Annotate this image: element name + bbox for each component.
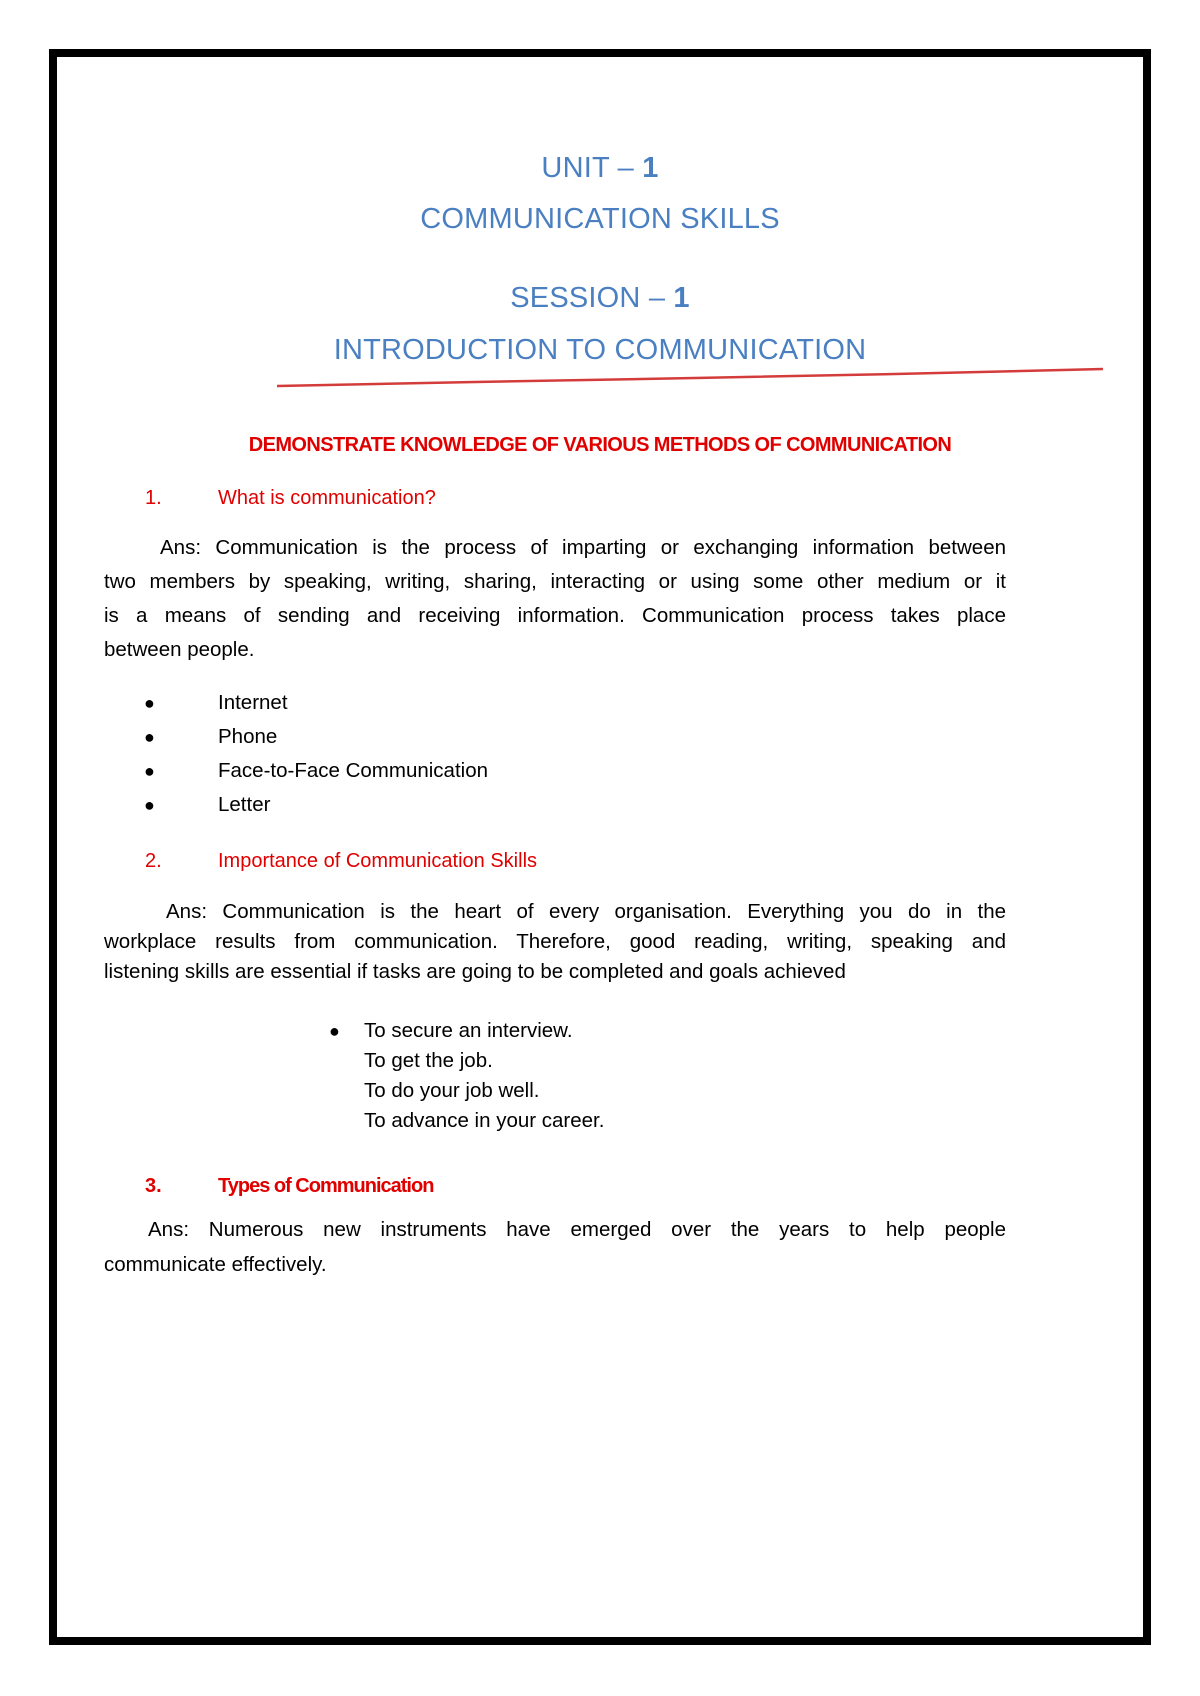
q2-number: 2.	[145, 850, 162, 872]
list-item: Face-to-Face Communication	[218, 759, 489, 782]
q3-answer-line: communicate effectively.	[104, 1253, 327, 1276]
session-label: SESSION –	[510, 282, 666, 314]
list-item: To do your job well.	[364, 1079, 540, 1102]
q1-answer-line: Ans: Communication is the process of imparting or exchanging information between	[160, 536, 1006, 559]
q3-question: Types of Communication	[218, 1175, 434, 1197]
q1-number: 1.	[145, 487, 162, 509]
q3-number: 3.	[145, 1175, 162, 1197]
session-title	[0, 282, 1200, 315]
unit-number: 1	[642, 152, 659, 184]
bullet-dot: ●	[144, 795, 155, 815]
q2-question: Importance of Communication Skills	[218, 850, 538, 872]
q1-question: What is communication?	[218, 487, 436, 509]
list-item: To secure an interview.	[364, 1019, 573, 1042]
session-number: 1	[673, 282, 690, 314]
q2-answer-line: listening skills are essential if tasks are going to be completed and goals achieved	[104, 960, 846, 983]
bullet-dot: ●	[144, 727, 155, 747]
unit-label: UNIT –	[541, 152, 634, 184]
unit-title	[0, 152, 1200, 185]
bullet-dot: ●	[144, 693, 155, 713]
q1-answer-line: two members by speaking, writing, sharing, interacting or using some other medium or it	[104, 570, 1006, 593]
bullet-dot: ●	[144, 761, 155, 781]
list-item: To advance in your career.	[364, 1109, 605, 1132]
unit-subtitle: COMMUNICATION SKILLS	[420, 203, 780, 235]
q1-answer-line: is a means of sending and receiving information. Communication process takes place	[104, 604, 1006, 627]
bullet-dot: ●	[329, 1021, 340, 1041]
q2-answer-line: workplace results from communication. Therefore, good reading, writing, speaking and	[104, 930, 1006, 953]
list-item: Internet	[218, 691, 288, 714]
list-item: Phone	[218, 725, 278, 748]
list-item: Letter	[218, 793, 271, 816]
objective-heading: DEMONSTRATE KNOWLEDGE OF VARIOUS METHODS OF COMMUNICATION	[248, 434, 952, 456]
q1-answer-line: between people.	[104, 638, 255, 661]
q2-answer-line: Ans: Communication is the heart of every organisation. Everything you do in the	[166, 900, 1006, 923]
list-item: To get the job.	[364, 1049, 493, 1072]
title-underline	[275, 366, 1105, 390]
q3-answer-line: Ans: Numerous new instruments have emerged over the years to help people	[148, 1218, 1006, 1241]
session-subtitle: INTRODUCTION TO COMMUNICATION	[333, 334, 867, 366]
